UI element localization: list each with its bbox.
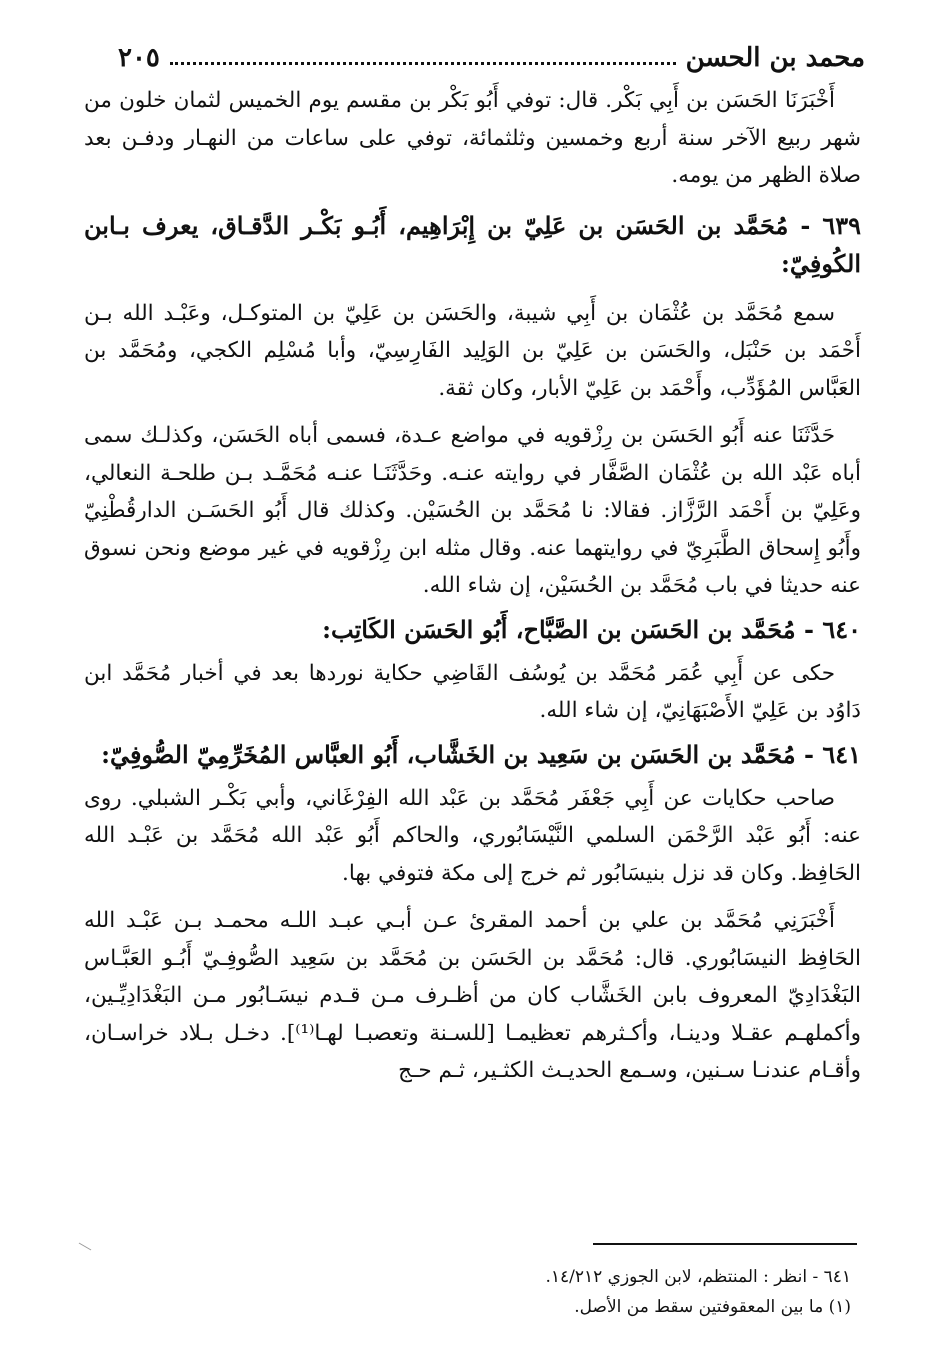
footnote-1: (١) ما بين المعقوفتين سقط من الأصل.	[574, 1297, 851, 1317]
leader-dots	[170, 52, 676, 65]
footnote-641: ٦٤١ - انظر : المنتظم، لابن الجوزي ١٤/٢١٢.	[545, 1267, 851, 1287]
entry-heading-640: ٦٤٠ - مُحَمَّد بن الحَسَن بن الصَّبَّاح، أَبُو الحَسَن الكَاتِب:	[322, 614, 861, 644]
page-number: ٢٠٥	[118, 43, 160, 73]
paragraph-639-teachers: سمع مُحَمَّد بن عُثْمَان بن أَبِي شيبة، والحَسَن بن عَلِيّ بن المتوكـل، وعَبْـد الله بـن أَحْمَد بن حَنْبَل، والحَسَن بن عَلِيّ بن الوَلِيد الفَارِسِيّ، وأبا مُسْلِم الكجي، ومُحَمَّد بن العَبَّاس المُؤَدِّب، وأَحْمَد بن عَلِيّ الأبار، وكان ثقة.	[84, 300, 861, 401]
scan-mark	[79, 1243, 92, 1251]
running-head	[118, 36, 865, 80]
footnote-divider	[593, 1243, 857, 1245]
paragraph-641-profile: صاحب حكايات عن أَبِي جَعْفَر مُحَمَّد بن عَبْد الله الفِرْغَاني، وأبي بَكْـر الشبلي. روى عنه: أَبُو عَبْد الرَّحْمَن السلمي النَّيْسَابُوري، والحاكم أَبُو عَبْد الله مُحَمَّد بن عَبْـد الله الحَافِظ. وكان قد نزل بنيسَابُور ثم خرج إلى مكة فتوفي بها.	[84, 785, 861, 886]
paragraph-639-narration: حَدَّثَنَا عنه أَبُو الحَسَن بن رِزْقويه في مواضع عـدة، فسمى أباه الحَسَن، وكذلـك سمى أباه عَبْد الله بن عُثْمَان الصَّفَّار في روايته عنـه. وحَدَّثَنَـا عنـه مُحَمَّـد بـن طلحـة النعالي، وعَلِيّ بن أَحْمَد الرَّزَّاز. فقالا: نا مُحَمَّد بن الحُسَيْن. وكذلك قال أَبُو الحَسَـن الدارقُطْنِيّ وأَبُو إِسحاق الطَّبَرِيّ في روايتهما عنه. وقال مثله ابن رِزْقويه في غير موضع ونحن نسوق عنه حديثا في باب مُحَمَّد بن الحُسَيْن، إن شاء الله.	[84, 423, 861, 598]
paragraph-intro: أَخْبَرَنَا الحَسَن بن أَبِي بَكْر. قال: توفي أَبُو بَكْر بن مقسم يوم الخميس لثمان خلون من شهر ربيع الآخر سنة أربع وخمسين وثلثمائة، توفي على ساعات من النهـار ودفـن بعد صلاة الظهر من يومه.	[84, 88, 861, 188]
entry-heading-641: ٦٤١ - مُحَمَّد بن الحَسَن بن سَعِيد بن الخَشَّاب، أَبُو العبَّاس المُخَرِّمِيّ الصُّوفِيّ:	[101, 739, 861, 769]
paragraph-641-narration: أَخْبَرَنِي مُحَمَّد بن علي بن أحمد المقرئ عـن أبـي عبـد اللـه محمـد بـن عَبْـد الله الحَافِظ النيسَابُوري. قال: مُحَمَّد بن الحَسَن بن مُحَمَّد بن سَعِيد الصُّوفِـيّ أَبُـو العَبَّـاس البَغْدَادِيّ المعروف بابن الخَشَّاب كان من أظـرف مـن قـدم نيسَـابُور مـن البَغْدَادِيِّـين، وأكملهـم عقـلا ودينـا، وأكـثرهم تعظيمـا [للسـنة وتعصبـا لهـا⁽¹⁾]. دخـل بـلاد خراسـان، وأقـام عندنـا سـنين، وسـمع الحديـث الكثـير، ثـم حـج	[84, 908, 861, 1083]
footnotes	[200, 1262, 851, 1322]
entry-heading-639: ٦٣٩ - مُحَمَّد بن الحَسَن بن عَلِيّ بن إِبْرَاهِيم، أَبُـو بَكْـر الدَّقـاق، يعرف بـابن الكُوفِيّ:	[84, 210, 861, 278]
body-text	[84, 82, 861, 1090]
running-title: محمد بن الحسن	[685, 43, 865, 73]
paragraph-640: حكى عن أَبِي عُمَر مُحَمَّد بن يُوسُف القَاضِي حكاية نوردها بعد في أخبار مُحَمَّد ابن دَاوُد بن عَلِيّ الأَصْبَهَانِيّ، إن شاء الله.	[84, 660, 861, 723]
